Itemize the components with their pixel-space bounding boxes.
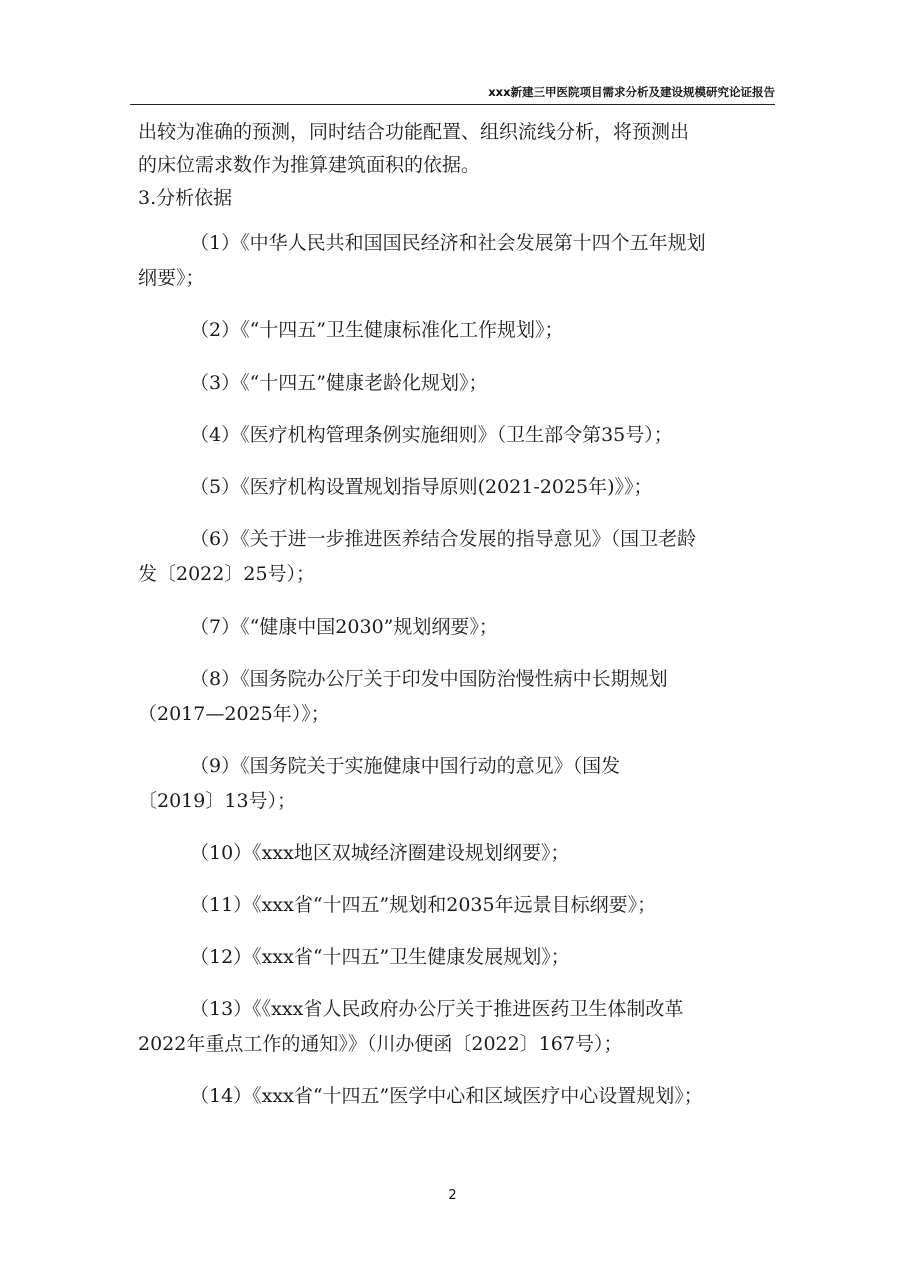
reference-text: （10）《xxx地区双城经济圈建设规划纲要》； bbox=[190, 842, 570, 864]
reference-item-10 bbox=[138, 836, 778, 871]
running-header bbox=[130, 84, 775, 105]
page-number: 2 bbox=[448, 1188, 457, 1203]
reference-item-12 bbox=[138, 940, 778, 975]
reference-text: （2）《“十四五”卫生健康标准化工作规划》； bbox=[190, 319, 564, 341]
reference-text: （14）《xxx省“十四五”医学中心和区域医疗中心设置规划》； bbox=[190, 1085, 703, 1107]
reference-item-7 bbox=[138, 610, 778, 645]
reference-item-8 bbox=[138, 662, 778, 732]
reference-item-6 bbox=[138, 522, 778, 592]
reference-text: （4）《医疗机构管理条例实施细则》（卫生部令第35号）； bbox=[190, 424, 673, 446]
reference-item-11 bbox=[138, 888, 778, 923]
reference-item-13 bbox=[138, 992, 778, 1062]
section-heading: 3.分析依据 bbox=[138, 187, 233, 209]
reference-item-3 bbox=[138, 366, 778, 401]
reference-text: （11）《xxx省“十四五”规划和2035年远景目标纲要》； bbox=[190, 894, 657, 916]
reference-text: （3）《“十四五”健康老龄化规划》； bbox=[190, 372, 488, 394]
reference-text: （8）《国务院办公厅关于印发中国防治慢性病中长期规划 bbox=[190, 668, 668, 690]
reference-text-continued: 发〔2022〕25号）； bbox=[138, 563, 316, 585]
reference-item-1 bbox=[138, 226, 778, 296]
intro-line-1: 出较为准确的预测，同时结合功能配置、组织流线分析，将预测出 bbox=[138, 121, 690, 143]
reference-text: （7）《“健康中国2030”规划纲要》； bbox=[190, 616, 498, 638]
reference-text: （13）《《xxx省人民政府办公厅关于推进医药卫生体制改革 bbox=[190, 998, 684, 1020]
reference-item-14 bbox=[138, 1079, 778, 1114]
reference-item-5 bbox=[138, 470, 778, 505]
reference-text: （9）《国务院关于实施健康中国行动的意见》（国发 bbox=[190, 755, 621, 777]
header-title: xxx新建三甲医院项目需求分析及建设规模研究论证报告 bbox=[488, 85, 775, 99]
reference-text-continued: 2022年重点工作的通知》》（川办便函〔2022〕167号）； bbox=[138, 1033, 623, 1055]
reference-item-2 bbox=[138, 313, 778, 348]
reference-item-9 bbox=[138, 749, 778, 819]
reference-text: （5）《医疗机构设置规划指导原则(2021-2025年)》》； bbox=[190, 476, 653, 498]
reference-text-continued: 〔2019〕13号）； bbox=[138, 790, 297, 812]
reference-text-continued: （2017—2025年）》； bbox=[138, 703, 330, 725]
reference-text: （1）《中华人民共和国国民经济和社会发展第十四个五年规划 bbox=[190, 232, 706, 254]
reference-item-4 bbox=[138, 418, 778, 453]
reference-text: （6）《关于进一步推进医养结合发展的指导意见》（国卫老龄 bbox=[190, 528, 697, 550]
reference-text-continued: 纲要》； bbox=[138, 267, 205, 289]
reference-text: （12）《xxx省“十四五”卫生健康发展规划》； bbox=[190, 946, 570, 968]
intro-line-2: 的床位需求数作为推算建筑面积的依据。 bbox=[138, 154, 481, 176]
